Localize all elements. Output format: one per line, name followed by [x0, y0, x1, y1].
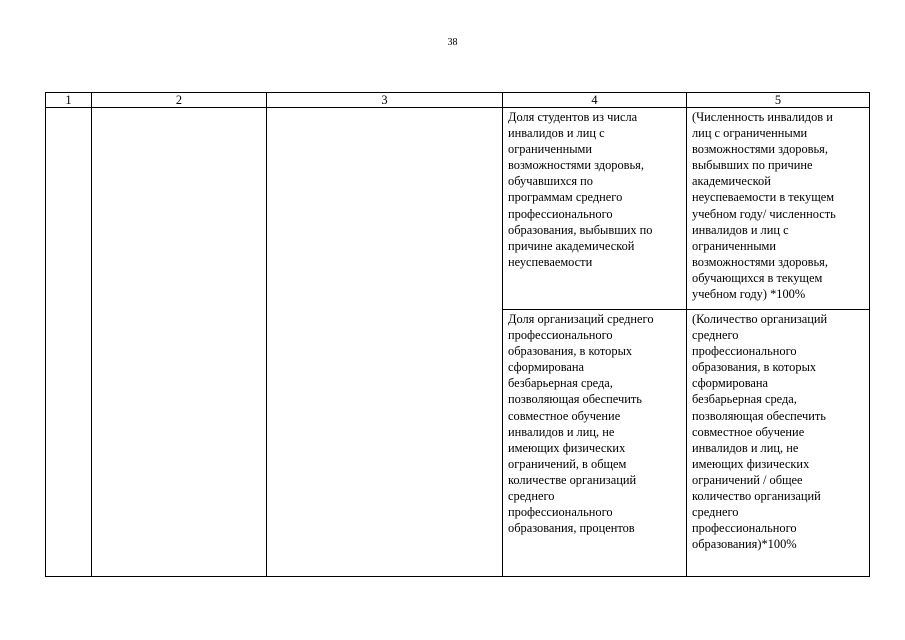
column-header-4: 4 [503, 93, 687, 108]
formula-text: (Численность инвалидов и лиц с ограниченными возможностями здоровья, выбывших по причине академической неуспеваемости в текущем учебном году/ численность инвалидов и лиц с ограниченными возможностями здоровья, обучающихся в текущем учебном году) *100% [692, 110, 836, 302]
table-header-row [46, 93, 870, 108]
indicator-text: Доля организаций среднего профессионального образования, в которых сформирована безбарьерная среда, позволяющая обеспечить совместное обучение инвалидов и лиц, не имеющих физических ограничений, в общем количестве организаций среднего профессионального образования, процентов [508, 312, 654, 536]
indicators-table [45, 92, 870, 577]
table-row [46, 108, 870, 310]
column-3-cell [267, 108, 503, 577]
column-header-1: 1 [46, 93, 92, 108]
column-header-2: 2 [92, 93, 267, 108]
column-header-3: 3 [267, 93, 503, 108]
column-1-cell [46, 108, 92, 577]
column-header-5: 5 [687, 93, 870, 108]
indicator-text: Доля студентов из числа инвалидов и лиц с ограниченными возможностями здоровья, обучавшихся по программам среднего профессионального образования, выбывших по причине академической неуспеваемости [508, 110, 653, 269]
indicator-cell [503, 108, 687, 310]
page-number: 38 [447, 37, 458, 48]
formula-cell [687, 310, 870, 577]
formula-cell [687, 108, 870, 310]
formula-text: (Количество организаций среднего профессионального образования, в которых сформирована безбарьерная среда, позволяющая обеспечить совместное обучение инвалидов и лиц, не имеющих физических ограничений / общее количество организаций среднего профессионального образования)*100% [692, 312, 828, 552]
indicator-cell [503, 310, 687, 577]
column-2-cell [92, 108, 267, 577]
